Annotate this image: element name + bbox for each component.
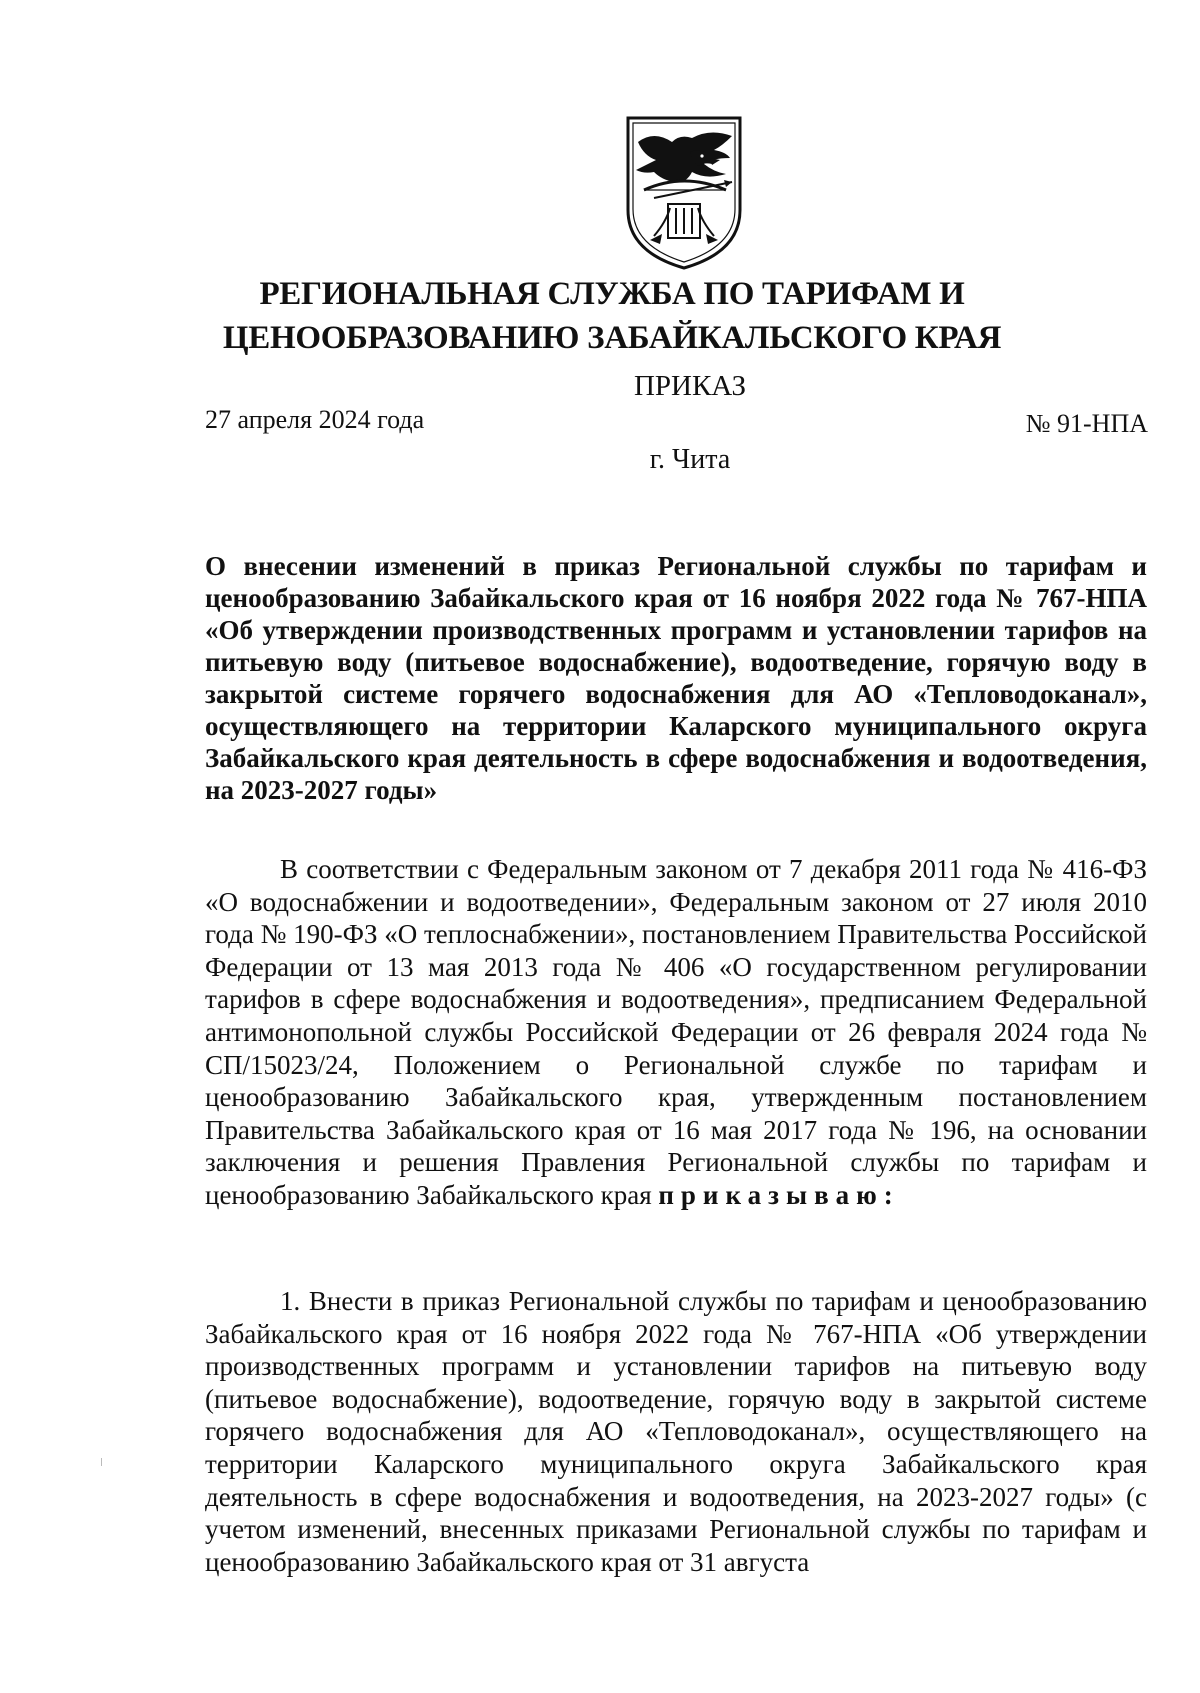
document-number: № 91-НПА: [1025, 409, 1148, 438]
preamble-paragraph: [205, 853, 1147, 1212]
document-type: ПРИКАЗ: [633, 370, 747, 402]
document-subject: О внесении изменений в приказ Региональной службы по тарифам и ценообразованию Забайкальского края от 16 ноября 2022 года № 767-НПА «Об утверждении производственных программ и установлении тарифов на питьевую воду (питьевое водоснабжение), водоотведение, горячую воду в закрытой системе горячего водоснабжения для АО «Тепловодоканал», осуществляющего на территории Каларского муниципального округа Забайкальского края деятельность в сфере водоснабжения и водоотведения, на 2023-2027 годы»: [205, 551, 1147, 805]
preamble-text: В соответствии с Федеральным законом от 7 декабря 2011 года № 416-ФЗ «О водоснабжении и водоотведении», Федеральным законом от 27 июля 2010 года № 190-ФЗ «О теплоснабжении», постановлением Правительства Российской Федерации от 13 мая 2013 года № 406 «О государственном регулировании тарифов в сфере водоснабжения и водоотведения», предписанием Федеральной антимонопольной службы Российской Федерации от 26 февраля 2024 года № СП/15023/24, Положением о Региональной службе по тарифам и ценообразованию Забайкальского края, утвержденным постановлением Правительства Забайкальского края от 16 мая 2017 года № 196, на основании заключения и решения Правления Региональной службы по тарифам и ценообразованию Забайкальского края: [205, 854, 1147, 1210]
organization-title-line1: РЕГИОНАЛЬНАЯ СЛУЖБА ПО ТАРИФАМ И: [259, 276, 965, 312]
document-city: г. Чита: [649, 444, 731, 475]
margin-mark: [101, 1458, 102, 1466]
coat-of-arms-icon: [614, 112, 754, 272]
document-date: 27 апреля 2024 года: [205, 405, 425, 434]
item-1-paragraph: 1. Внести в приказ Региональной службы по тарифам и ценообразованию Забайкальского края от 16 ноября 2022 года № 767-НПА «Об утверждении производственных программ и установлении тарифов на питьевую воду (питьевое водоснабжение), водоотведение, горячую воду в закрытой системе горячего водоснабжения для АО «Тепловодоканал», осуществляющего на территории Каларского муниципального округа Забайкальского края деятельность в сфере водоснабжения и водоотведения, на 2023-2027 годы» (с учетом изменений, внесенных приказами Региональной службы по тарифам и ценообразованию Забайкальского края от 31 августа: [205, 1286, 1147, 1577]
organization-title-line2: ЦЕНООБРАЗОВАНИЮ ЗАБАЙКАЛЬСКОГО КРАЯ: [222, 320, 1002, 356]
decree-word: приказываю:: [658, 1179, 900, 1210]
